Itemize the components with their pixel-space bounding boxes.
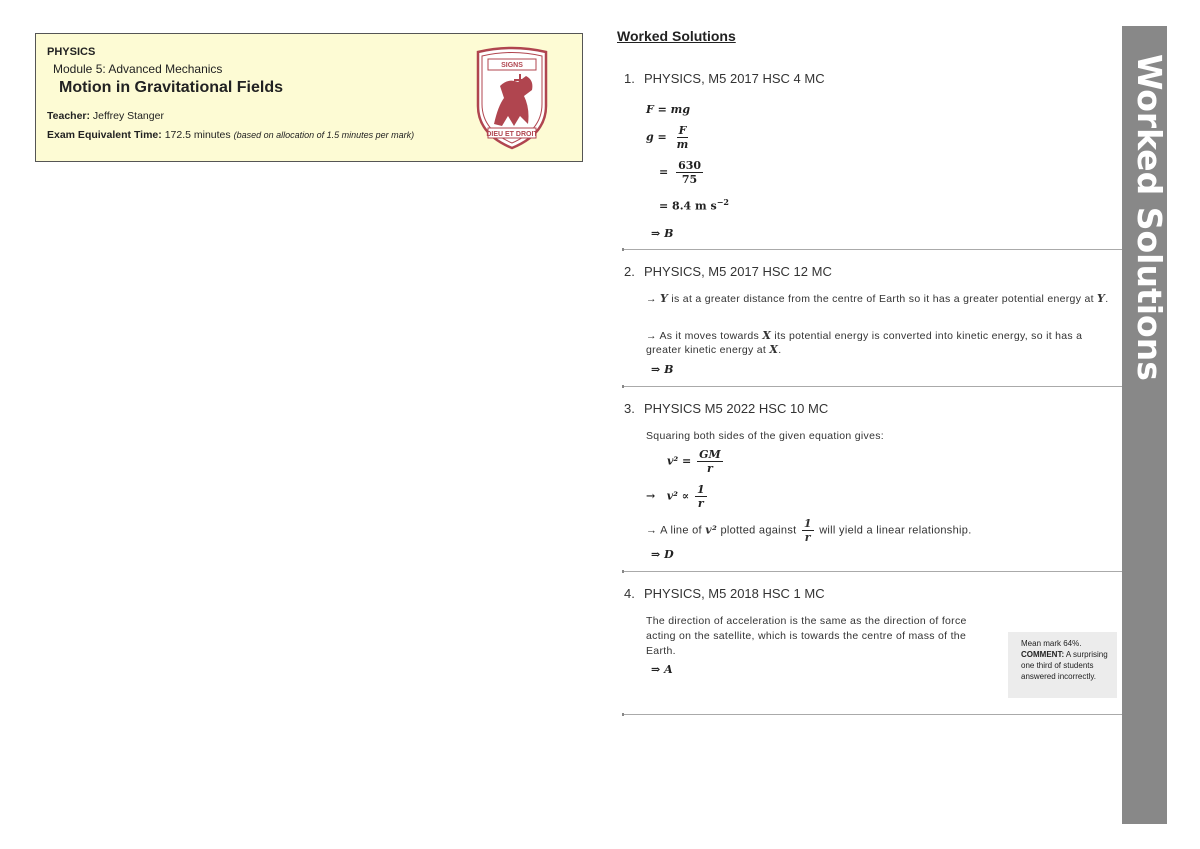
teacher-line — [47, 110, 164, 122]
side-tab — [1122, 26, 1167, 824]
note-comment-label: COMMENT: — [1021, 650, 1065, 659]
question-3-header — [622, 401, 1122, 416]
side-tab-label — [1116, 26, 1172, 386]
note-comment-text: A surprising one third of students answered incorrectly. — [1021, 650, 1108, 681]
q3-intro: Squaring both sides of the given equation gives: — [646, 430, 884, 442]
question-title: PHYSICS M5 2022 HSC 10 MC — [644, 401, 829, 416]
question-number: 1. — [624, 71, 635, 86]
q1-equation-3: = $\frac{630}{75}$ — [659, 159, 702, 186]
q4-comment-note — [1008, 632, 1117, 698]
q1-equation-2: g = $\frac{F}{m}$ — [646, 124, 689, 151]
question-number: 4. — [624, 586, 635, 601]
q1-equation-1: F = mg — [646, 103, 691, 116]
crest-motto-bottom: DIEU ET DROIT — [486, 131, 538, 138]
q1-fraction-f-over-m: $\frac{F}{m}$ — [676, 124, 689, 151]
q1-answer: ⇒ B — [651, 227, 674, 240]
q4-answer: ⇒ A — [651, 663, 673, 676]
q1-equation-4: = 8.4 m $s^{-2}$ — [659, 197, 729, 213]
q3-equation-2: → v² ∝ $\frac{1}{r}$ — [646, 483, 705, 510]
teacher-label: Teacher: — [47, 110, 90, 122]
question-number: 2. — [624, 264, 635, 279]
teacher-name: Jeffrey Stanger — [92, 110, 164, 122]
q1-fraction-630-over-75: $\frac{630}{75}$ — [678, 159, 702, 186]
exam-time-line — [47, 129, 414, 141]
header-box — [35, 33, 583, 162]
page-title: Motion in Gravitational Fields — [59, 79, 284, 96]
q2-paragraph-2: → As it moves towards X its potential energy is converted into kinetic energy, so it has a greater kinetic energy at X. — [646, 329, 1083, 356]
q2-paragraph-1: → Y is at a greater distance from the centre of Earth so it has a greater potential energy at Y. — [646, 292, 1109, 305]
question-1-header — [622, 71, 1122, 86]
worked-solutions-title: Worked Solutions — [617, 28, 736, 44]
question-title: PHYSICS, M5 2018 HSC 1 MC — [644, 586, 825, 601]
divider — [622, 571, 1122, 572]
note-mean-mark: Mean mark 64%. — [1021, 639, 1082, 648]
exam-time-note: (based on allocation of 1.5 minutes per mark) — [233, 130, 415, 140]
question-4-header — [622, 586, 1122, 601]
divider — [622, 714, 1122, 715]
q2-answer: ⇒ B — [651, 363, 674, 376]
divider — [622, 386, 1122, 387]
q3-paragraph: → A line of v² plotted against $\frac{1}{r}$ will yield a linear relationship. — [646, 517, 972, 544]
question-number: 3. — [624, 401, 635, 416]
svg-text:Worked Solutions: Worked Solutions — [1130, 54, 1169, 381]
q3-answer: ⇒ D — [651, 548, 674, 561]
exam-time-label: Exam Equivalent Time: — [47, 129, 162, 141]
question-title: PHYSICS, M5 2017 HSC 12 MC — [644, 264, 832, 279]
q3-equation-1: v² = $\frac{GM}{r}$ — [667, 448, 721, 475]
module-label: Module 5: Advanced Mechanics — [53, 62, 223, 76]
question-2-header — [622, 264, 1122, 279]
subject-label: PHYSICS — [47, 46, 96, 58]
q3-fraction-1-over-r: $\frac{1}{r}$ — [697, 483, 705, 510]
q3-fraction-gm-over-r: $\frac{GM}{r}$ — [699, 448, 721, 475]
q4-paragraph: The direction of acceleration is the same as the direction of force acting on the satellite, which is towards the centre of mass of the Earth. — [646, 615, 967, 657]
school-crest-logo — [474, 46, 550, 151]
divider — [622, 249, 1122, 250]
crest-motto-top: SIGNS — [501, 62, 523, 69]
question-title: PHYSICS, M5 2017 HSC 4 MC — [644, 71, 825, 86]
exam-time-value: 172.5 minutes — [164, 129, 231, 141]
